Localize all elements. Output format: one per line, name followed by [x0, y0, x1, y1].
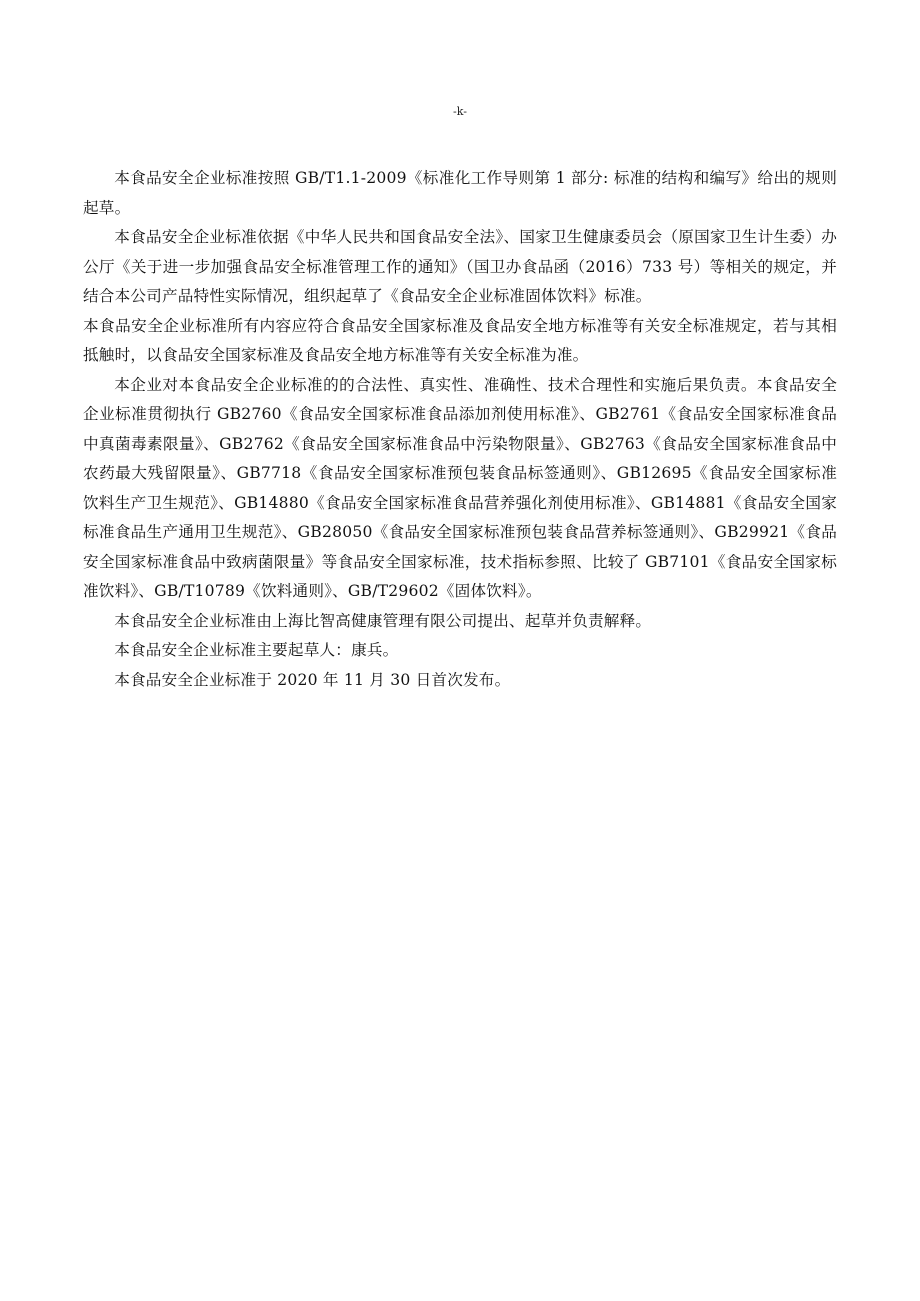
foreword-body [83, 164, 837, 695]
paragraph-responsibility: 本企业对本食品安全企业标准的的合法性、真实性、准确性、技术合理性和实施后果负责。本食品安全企业标准贯彻执行 GB2760《食品安全国家标准食品添加剂使用标准》、GB2761《食品安全国家标准食品中真菌毒素限量》、GB2762《食品安全国家标准食品中污染物限量》、GB2763《食品安全国家标准食品中农药最大残留限量》、GB7718《食品安全国家标准预包装食品标签通则》、GB12695《食品安全国家标准饮料生产卫生规范》、GB14880《食品安全国家标准食品营养强化剂使用标准》、GB14881《食品安全国家标准食品生产通用卫生规范》、GB28050《食品安全国家标准预包装食品营养标签通则》、GB29921《食品安全国家标准食品中致病菌限量》等食品安全国家标准，技术指标参照、比较了 GB7101《食品安全国家标准饮料》、GB/T10789《饮料通则》、GB/T29602《固体饮料》。 [83, 375, 837, 600]
paragraph-drafting-rules: 本食品安全企业标准按照 GB/T1.1-2009《标准化工作导则第 1 部分: 标准的结构和编写》给出的规则起草。 [83, 169, 837, 217]
paragraph-compliance: 本食品安全企业标准所有内容应符合食品安全国家标准及食品安全地方标准等有关安全标准规定，若与其相抵触时，以食品安全国家标准及食品安全地方标准等有关安全标准为准。 [83, 316, 837, 364]
paragraph-drafter: 本食品安全企业标准主要起草人：康兵。 [114, 641, 399, 659]
page-top-mark: -k- [453, 105, 467, 118]
paragraph-release-date: 本食品安全企业标准于 2020 年 11 月 30 日首次发布。 [114, 670, 511, 689]
paragraph-legal-basis: 本食品安全企业标准依据《中华人民共和国食品安全法》、国家卫生健康委员会（原国家卫生计生委）办公厅《关于进一步加强食品安全标准管理工作的通知》（国卫办食品函（2016）733 号）等相关的规定，并结合本公司产品特性实际情况，组织起草了《食品安全企业标准固体饮料》标准。 [83, 228, 837, 305]
paragraph-proposer: 本食品安全企业标准由上海比智高健康管理有限公司提出、起草并负责解释。 [114, 611, 652, 630]
